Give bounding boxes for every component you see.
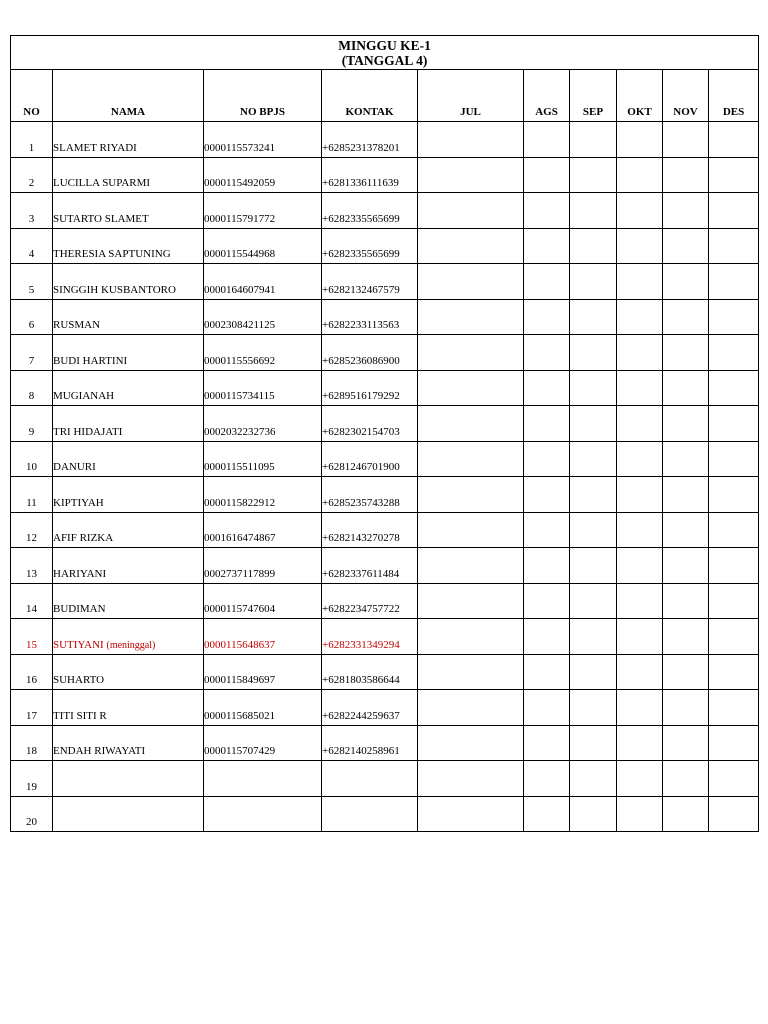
cell-jul[interactable] <box>418 193 524 229</box>
cell-des[interactable] <box>709 619 759 655</box>
cell-nov[interactable] <box>663 548 709 584</box>
name-text: SUTARTO SLAMET <box>53 212 149 225</box>
cell-des[interactable] <box>709 477 759 513</box>
cell-kontak: +6282132467579 <box>322 264 418 300</box>
cell-des[interactable] <box>709 725 759 761</box>
cell-bpjs: 0000115822912 <box>204 477 322 513</box>
table-row <box>11 335 759 371</box>
cell-no: 17 <box>11 690 53 726</box>
cell-nov[interactable] <box>663 619 709 655</box>
name-text: KIPTIYAH <box>53 496 104 509</box>
cell-sep[interactable] <box>570 548 617 584</box>
cell-no: 12 <box>11 512 53 548</box>
cell-sep[interactable] <box>570 512 617 548</box>
cell-kontak: +6282140258961 <box>322 725 418 761</box>
cell-bpjs: 0000115685021 <box>204 690 322 726</box>
cell-sep[interactable] <box>570 335 617 371</box>
header-nama: NAMA <box>53 70 204 122</box>
header-jul: JUL <box>418 70 524 122</box>
cell-bpjs: 0000115511095 <box>204 441 322 477</box>
cell-jul[interactable] <box>418 122 524 158</box>
cell-nama <box>53 299 204 335</box>
cell-no: 20 <box>11 796 53 832</box>
cell-ags[interactable] <box>524 512 570 548</box>
cell-okt[interactable] <box>617 548 663 584</box>
cell-sep[interactable] <box>570 619 617 655</box>
cell-kontak: +6282244259637 <box>322 690 418 726</box>
cell-ags[interactable] <box>524 299 570 335</box>
cell-bpjs: 0000115573241 <box>204 122 322 158</box>
header-ags: AGS <box>524 70 570 122</box>
cell-nama <box>53 193 204 229</box>
name-text: SINGGIH KUSBANTORO <box>53 283 176 296</box>
cell-no: 13 <box>11 548 53 584</box>
header-no-bpjs: NO BPJS <box>204 70 322 122</box>
cell-jul[interactable] <box>418 725 524 761</box>
table-row <box>11 690 759 726</box>
cell-sep[interactable] <box>570 690 617 726</box>
cell-okt[interactable] <box>617 654 663 690</box>
cell-nov[interactable] <box>663 654 709 690</box>
cell-des[interactable] <box>709 583 759 619</box>
cell-jul[interactable] <box>418 441 524 477</box>
cell-no: 8 <box>11 370 53 406</box>
cell-des[interactable] <box>709 264 759 300</box>
cell-sep[interactable] <box>570 761 617 797</box>
cell-kontak: +6285236086900 <box>322 335 418 371</box>
name-text: BUDI HARTINI <box>53 354 128 367</box>
cell-ags[interactable] <box>524 548 570 584</box>
cell-no: 15 <box>11 619 53 655</box>
name-text: AFIF RIZKA <box>53 532 114 544</box>
cell-okt[interactable] <box>617 299 663 335</box>
table-row <box>11 122 759 158</box>
cell-nov[interactable] <box>663 122 709 158</box>
cell-kontak: +6281336111639 <box>322 157 418 193</box>
cell-kontak: +6282331349294 <box>322 619 418 655</box>
name-text: BUDIMAN <box>53 603 106 615</box>
column-header-row <box>11 70 759 122</box>
cell-bpjs: 0002032232736 <box>204 406 322 442</box>
cell-no: 7 <box>11 335 53 371</box>
cell-nama <box>53 619 204 655</box>
cell-no: 18 <box>11 725 53 761</box>
cell-okt[interactable] <box>617 264 663 300</box>
cell-bpjs: 0000115492059 <box>204 157 322 193</box>
table-row <box>11 761 759 797</box>
cell-sep[interactable] <box>570 122 617 158</box>
cell-bpjs: 0000115556692 <box>204 335 322 371</box>
cell-nama[interactable] <box>53 796 204 832</box>
cell-okt[interactable] <box>617 619 663 655</box>
cell-nama[interactable] <box>53 761 204 797</box>
cell-nov[interactable] <box>663 477 709 513</box>
cell-no: 19 <box>11 761 53 797</box>
cell-nama <box>53 441 204 477</box>
cell-nama <box>53 228 204 264</box>
name-text: TITI SITI R <box>53 709 107 722</box>
cell-no: 2 <box>11 157 53 193</box>
cell-nov[interactable] <box>663 441 709 477</box>
cell-nov[interactable] <box>663 193 709 229</box>
cell-jul[interactable] <box>418 761 524 797</box>
cell-nama <box>53 122 204 158</box>
cell-ags[interactable] <box>524 157 570 193</box>
cell-kontak[interactable] <box>322 761 418 797</box>
cell-des[interactable] <box>709 441 759 477</box>
cell-nama <box>53 654 204 690</box>
cell-bpjs: 0002737117899 <box>204 548 322 584</box>
cell-ags[interactable] <box>524 228 570 264</box>
cell-kontak: +6289516179292 <box>322 370 418 406</box>
cell-ags[interactable] <box>524 335 570 371</box>
cell-kontak: +6282302154703 <box>322 406 418 442</box>
cell-sep[interactable] <box>570 370 617 406</box>
cell-kontak: +6282143270278 <box>322 512 418 548</box>
cell-des[interactable] <box>709 335 759 371</box>
name-text: SUHARTO <box>53 674 105 686</box>
cell-jul[interactable] <box>418 299 524 335</box>
cell-jul[interactable] <box>418 654 524 690</box>
cell-sep[interactable] <box>570 299 617 335</box>
cell-no: 3 <box>11 193 53 229</box>
cell-sep[interactable] <box>570 193 617 229</box>
cell-kontak: +6282233113563 <box>322 299 418 335</box>
header-no: NO <box>11 70 53 122</box>
cell-ags[interactable] <box>524 406 570 442</box>
cell-no: 14 <box>11 583 53 619</box>
cell-bpjs: 0000115707429 <box>204 725 322 761</box>
attendance-table <box>10 35 759 832</box>
cell-jul[interactable] <box>418 512 524 548</box>
cell-okt[interactable] <box>617 725 663 761</box>
table-row <box>11 370 759 406</box>
cell-ags[interactable] <box>524 796 570 832</box>
sheet-title <box>11 36 759 70</box>
table-row <box>11 512 759 548</box>
cell-jul[interactable] <box>418 477 524 513</box>
deceased-note: (meninggal) <box>106 639 156 651</box>
cell-kontak: +6282335565699 <box>322 193 418 229</box>
cell-nov[interactable] <box>663 406 709 442</box>
cell-kontak: +6285231378201 <box>322 122 418 158</box>
name-text: THERESIA SAPTUNING <box>53 248 171 260</box>
cell-jul[interactable] <box>418 228 524 264</box>
cell-bpjs: 0000115648637 <box>204 619 322 655</box>
table-row <box>11 157 759 193</box>
name-text: SUTIYANI <box>53 638 104 651</box>
cell-okt[interactable] <box>617 690 663 726</box>
cell-sep[interactable] <box>570 157 617 193</box>
table-row <box>11 228 759 264</box>
table-row <box>11 583 759 619</box>
table-body <box>11 122 759 832</box>
cell-nov[interactable] <box>663 370 709 406</box>
cell-nov[interactable] <box>663 761 709 797</box>
cell-bpjs: 0000115849697 <box>204 654 322 690</box>
cell-jul[interactable] <box>418 619 524 655</box>
cell-sep[interactable] <box>570 441 617 477</box>
cell-ags[interactable] <box>524 441 570 477</box>
table-row <box>11 193 759 229</box>
cell-nama <box>53 264 204 300</box>
cell-ags[interactable] <box>524 193 570 229</box>
table-row <box>11 477 759 513</box>
cell-bpjs: 0000115734115 <box>204 370 322 406</box>
table-row <box>11 406 759 442</box>
title-row <box>11 36 759 70</box>
cell-kontak: +6281803586644 <box>322 654 418 690</box>
cell-jul[interactable] <box>418 370 524 406</box>
title-line-1: MINGGU KE-1 <box>338 37 431 53</box>
cell-okt[interactable] <box>617 122 663 158</box>
cell-bpjs: 0002308421125 <box>204 299 322 335</box>
name-text: RUSMAN <box>53 319 101 331</box>
cell-nama <box>53 512 204 548</box>
name-text: HARIYANI <box>53 567 107 580</box>
cell-des[interactable] <box>709 690 759 726</box>
cell-okt[interactable] <box>617 157 663 193</box>
cell-kontak: +6281246701900 <box>322 441 418 477</box>
cell-jul[interactable] <box>418 583 524 619</box>
cell-jul[interactable] <box>418 157 524 193</box>
cell-no: 5 <box>11 264 53 300</box>
cell-okt[interactable] <box>617 796 663 832</box>
table-row <box>11 264 759 300</box>
cell-bpjs: 0000164607941 <box>204 264 322 300</box>
cell-okt[interactable] <box>617 406 663 442</box>
cell-des[interactable] <box>709 512 759 548</box>
cell-nov[interactable] <box>663 725 709 761</box>
cell-ags[interactable] <box>524 619 570 655</box>
cell-ags[interactable] <box>524 761 570 797</box>
cell-okt[interactable] <box>617 193 663 229</box>
cell-okt[interactable] <box>617 441 663 477</box>
cell-sep[interactable] <box>570 725 617 761</box>
cell-okt[interactable] <box>617 335 663 371</box>
cell-no: 11 <box>11 477 53 513</box>
cell-no: 10 <box>11 441 53 477</box>
cell-jul[interactable] <box>418 548 524 584</box>
name-text: SLAMET RIYADI <box>53 141 137 154</box>
cell-jul[interactable] <box>418 406 524 442</box>
cell-no: 6 <box>11 299 53 335</box>
table-row <box>11 796 759 832</box>
name-text: DANURI <box>53 461 96 473</box>
title-line-2: (TANGGAL 4) <box>341 52 428 68</box>
cell-jul[interactable] <box>418 335 524 371</box>
cell-nama <box>53 335 204 371</box>
cell-des[interactable] <box>709 122 759 158</box>
cell-nov[interactable] <box>663 299 709 335</box>
name-text: LUCILLA SUPARMI <box>53 177 151 189</box>
name-text: MUGIANAH <box>53 390 115 402</box>
cell-des[interactable] <box>709 761 759 797</box>
cell-nov[interactable] <box>663 512 709 548</box>
cell-ags[interactable] <box>524 690 570 726</box>
cell-des[interactable] <box>709 228 759 264</box>
cell-nov[interactable] <box>663 796 709 832</box>
cell-okt[interactable] <box>617 228 663 264</box>
cell-sep[interactable] <box>570 583 617 619</box>
cell-des[interactable] <box>709 193 759 229</box>
cell-okt[interactable] <box>617 370 663 406</box>
cell-des[interactable] <box>709 796 759 832</box>
cell-kontak: +6282337611484 <box>322 548 418 584</box>
cell-jul[interactable] <box>418 264 524 300</box>
cell-bpjs: 0000115747604 <box>204 583 322 619</box>
cell-des[interactable] <box>709 299 759 335</box>
cell-nama <box>53 477 204 513</box>
cell-no: 9 <box>11 406 53 442</box>
header-nov: NOV <box>663 70 709 122</box>
cell-okt[interactable] <box>617 761 663 797</box>
cell-nov[interactable] <box>663 583 709 619</box>
cell-sep[interactable] <box>570 228 617 264</box>
cell-nov[interactable] <box>663 690 709 726</box>
cell-nama <box>53 690 204 726</box>
cell-ags[interactable] <box>524 477 570 513</box>
cell-ags[interactable] <box>524 583 570 619</box>
cell-nov[interactable] <box>663 335 709 371</box>
header-okt: OKT <box>617 70 663 122</box>
cell-bpjs[interactable] <box>204 796 322 832</box>
cell-sep[interactable] <box>570 406 617 442</box>
header-des: DES <box>709 70 759 122</box>
table-row-deceased <box>11 619 759 655</box>
cell-bpjs[interactable] <box>204 761 322 797</box>
cell-des[interactable] <box>709 406 759 442</box>
cell-ags[interactable] <box>524 654 570 690</box>
cell-kontak[interactable] <box>322 796 418 832</box>
cell-des[interactable] <box>709 548 759 584</box>
table-row <box>11 441 759 477</box>
cell-bpjs: 0001616474867 <box>204 512 322 548</box>
header-sep: SEP <box>570 70 617 122</box>
cell-kontak: +6282234757722 <box>322 583 418 619</box>
cell-no: 4 <box>11 228 53 264</box>
cell-bpjs: 0000115544968 <box>204 228 322 264</box>
cell-nama <box>53 583 204 619</box>
name-text: TRI HIDAJATI <box>53 425 123 438</box>
cell-sep[interactable] <box>570 654 617 690</box>
cell-nama <box>53 370 204 406</box>
cell-sep[interactable] <box>570 796 617 832</box>
cell-ags[interactable] <box>524 725 570 761</box>
table-row <box>11 299 759 335</box>
header-kontak: KONTAK <box>322 70 418 122</box>
cell-sep[interactable] <box>570 477 617 513</box>
cell-des[interactable] <box>709 654 759 690</box>
cell-des[interactable] <box>709 370 759 406</box>
table-row <box>11 725 759 761</box>
cell-kontak: +6282335565699 <box>322 228 418 264</box>
cell-okt[interactable] <box>617 477 663 513</box>
cell-nama <box>53 406 204 442</box>
cell-bpjs: 0000115791772 <box>204 193 322 229</box>
cell-nov[interactable] <box>663 228 709 264</box>
cell-ags[interactable] <box>524 122 570 158</box>
cell-okt[interactable] <box>617 512 663 548</box>
cell-nov[interactable] <box>663 264 709 300</box>
cell-no: 1 <box>11 122 53 158</box>
cell-jul[interactable] <box>418 690 524 726</box>
cell-okt[interactable] <box>617 583 663 619</box>
cell-jul[interactable] <box>418 796 524 832</box>
cell-ags[interactable] <box>524 264 570 300</box>
cell-sep[interactable] <box>570 264 617 300</box>
cell-ags[interactable] <box>524 370 570 406</box>
cell-kontak: +6285235743288 <box>322 477 418 513</box>
cell-nov[interactable] <box>663 157 709 193</box>
table-row <box>11 548 759 584</box>
cell-nama <box>53 725 204 761</box>
cell-nama <box>53 157 204 193</box>
cell-no: 16 <box>11 654 53 690</box>
cell-nama <box>53 548 204 584</box>
name-text: ENDAH RIWAYATI <box>53 745 146 757</box>
cell-des[interactable] <box>709 157 759 193</box>
table-row <box>11 654 759 690</box>
